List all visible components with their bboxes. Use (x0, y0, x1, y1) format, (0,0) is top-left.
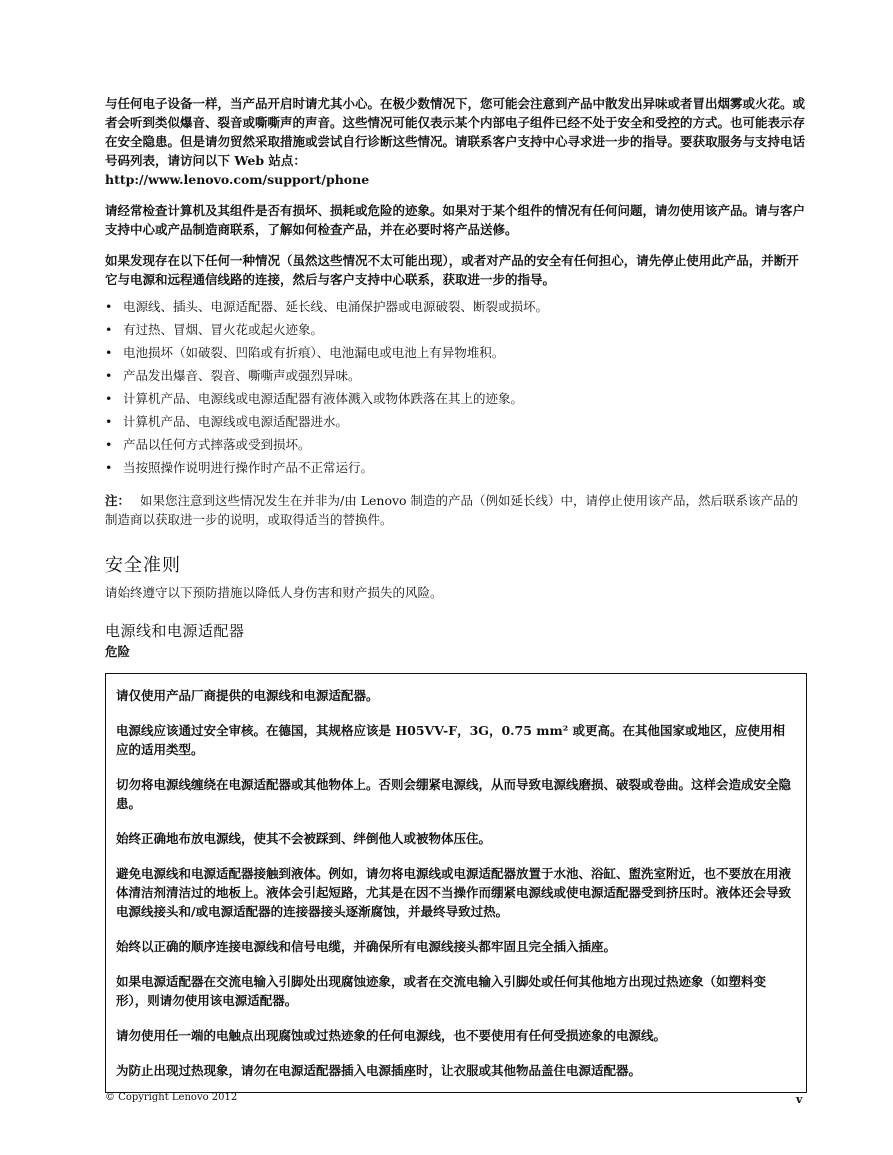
warning-list (105, 295, 807, 479)
list-item: • 有过热、冒烟、冒火花或起火迹象。 (105, 318, 807, 341)
copyright: © Copyright Lenovo 2012 (105, 1092, 238, 1103)
danger-item: 始终正确地布放电源线，使其不会被踩到、绊倒他人或被物体压住。 (116, 831, 492, 846)
support-url: http://www.lenovo.com/support/phone (105, 172, 370, 187)
note (105, 491, 807, 529)
power-heading: 电源线和电源适配器 (105, 622, 245, 640)
note-text: 如果您注意到这些情况发生在并非为/由 Lenovo 制造的产品（例如延长线）中，请停止使用该产品，然后联系该产品的制造商以获取进一步的说明，或取得适当的替换件。 (105, 493, 799, 527)
safety-heading: 安全准则 (105, 555, 181, 576)
danger-item: 请勿使用任一端的电触点出现腐蚀或过热迹象的任何电源线，也不要使用有任何受损迹象的电源线。 (116, 1028, 667, 1043)
intro-paragraph-3: 如果发现存在以下任何一种情况（虽然这些情况不太可能出现），或者对产品的安全有任何担心，请先停止使用此产品，并断开它与电源和远程通信线路的连接，然后与客户支持中心联系，获取进一步的指导。 (105, 253, 799, 287)
list-item: • 电源线、插头、电源适配器、延长线、电涌保护器或电源破裂、断裂或损坏。 (105, 295, 807, 318)
danger-item: 切勿将电源线缠绕在电源适配器或其他物体上。否则会绷紧电源线，从而导致电源线磨损、破裂或卷曲。这样会造成安全隐患。 (116, 777, 792, 811)
list-item: • 当按照操作说明进行操作时产品不正常运行。 (105, 456, 807, 479)
danger-item: 请仅使用产品厂商提供的电源线和电源适配器。 (116, 688, 379, 703)
danger-item: 电源线应该通过安全审核。在德国，其规格应该是 H05VV-F，3G，0.75 mm² 或更高。在其他国家或地区，应使用相应的适用类型。 (116, 723, 786, 757)
danger-item: 避免电源线和电源适配器接触到液体。例如，请勿将电源线或电源适配器放置于水池、浴缸、盥洗室附近，也不要放在用液体清洁剂清洁过的地板上。液体会引起短路，尤其是在因不当操作而绷紧电源线或使电源适配器受到挤压时。液体还会导致电源线接头和/或电源适配器的连接器接头逐渐腐蚀，并最终导致过热。 (116, 866, 792, 919)
list-item: • 计算机产品、电源线或电源适配器有液体溅入或物体跌落在其上的迹象。 (105, 387, 807, 410)
note-label: 注： (105, 493, 131, 508)
list-item: • 电池损坏（如破裂、凹陷或有折痕）、电池漏电或电池上有异物堆积。 (105, 341, 807, 364)
list-item: • 产品发出爆音、裂音、嘶嘶声或强烈异味。 (105, 364, 807, 387)
document-page (105, 94, 807, 1093)
safety-text: 请始终遵守以下预防措施以降低人身伤害和财产损失的风险。 (105, 585, 443, 600)
danger-box (105, 673, 807, 1093)
page-number: v (796, 1093, 803, 1106)
intro-paragraph-1: 与任何电子设备一样，当产品开启时请尤其小心。在极少数情况下，您可能会注意到产品中散发出异味或者冒出烟雾或火花。或者会听到类似爆音、裂音或嘶嘶声的声音。这些情况可能仅表示某个内部电子组件已经不处于安全和受控的方式。也可能表示存在安全隐患。但是请勿贸然采取措施或尝试自行诊断这些情况。请联系客户支持中心寻求进一步的指导。要获取服务与支持电话号码列表，请访问以下 Web 站点： (105, 96, 806, 168)
danger-item: 始终以正确的顺序连接电源线和信号电缆，并确保所有电源线接头都牢固且完全插入插座。 (116, 939, 617, 954)
danger-item: 如果电源适配器在交流电输入引脚处出现腐蚀迹象，或者在交流电输入引脚处或任何其他地方出现过热迹象（如塑料变形），则请勿使用该电源适配器。 (116, 974, 767, 1008)
list-item: • 计算机产品、电源线或电源适配器进水。 (105, 410, 807, 433)
danger-label: 危险 (105, 644, 131, 659)
list-item: • 产品以任何方式摔落或受到损坏。 (105, 433, 807, 456)
intro-paragraph-2: 请经常检查计算机及其组件是否有损坏、损耗或危险的迹象。如果对于某个组件的情况有任何问题，请勿使用该产品。请与客户支持中心或产品制造商联系，了解如何检查产品，并在必要时将产品送修。 (105, 203, 806, 237)
danger-item: 为防止出现过热现象，请勿在电源适配器插入电源插座时，让衣服或其他物品盖住电源适配器。 (116, 1063, 642, 1078)
